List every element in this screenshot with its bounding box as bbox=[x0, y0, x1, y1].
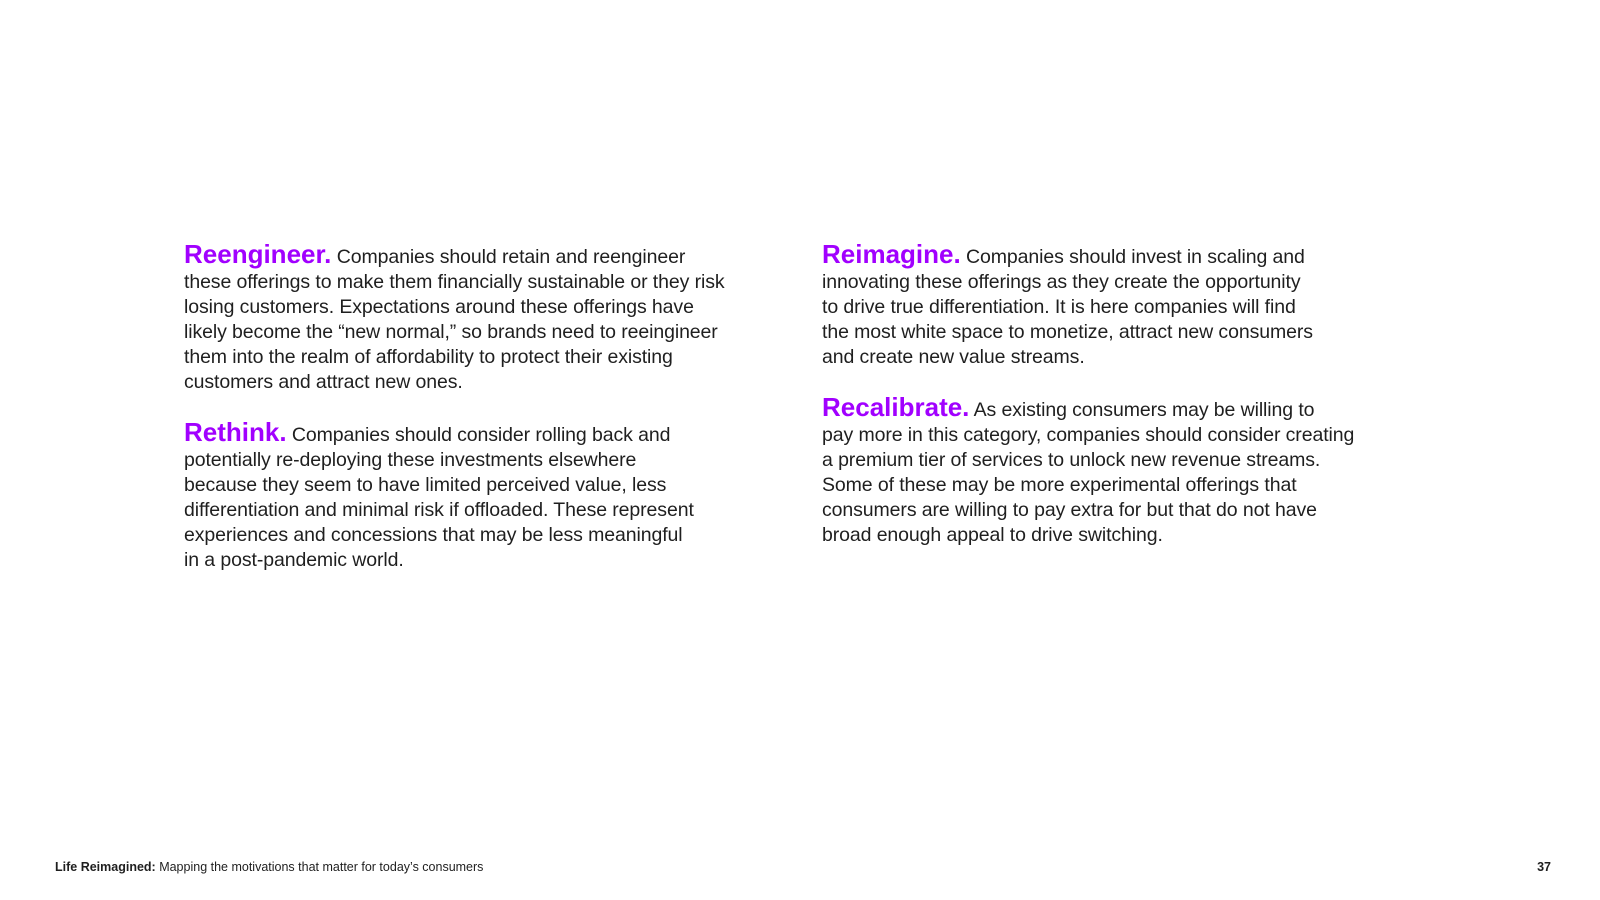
page-number: 37 bbox=[1537, 860, 1551, 874]
footer-caption bbox=[55, 860, 483, 874]
reimagine-heading: Reimagine. bbox=[822, 239, 961, 269]
reengineer-heading: Reengineer. bbox=[184, 239, 332, 269]
rethink-text: Companies should consider rolling back and potentially re-deploying these investments elsewhere because they seem to have limited perceived value, less differentiation and minimal risk if offloaded. These represent experiences and concessions that may be less meaningful in a post-pandemic world. bbox=[184, 424, 694, 571]
reengineer-text: Companies should retain and reengineer these offerings to make them financially sustainable or they risk losing customers. Expectations around these offerings have likely become the “new normal,” so brands need to reeingineer them into the realm of affordability to protect their existing customers and attract new ones. bbox=[184, 246, 725, 393]
recalibrate-heading: Recalibrate. bbox=[822, 392, 970, 422]
footer-brand: Life Reimagined: bbox=[55, 860, 156, 874]
footer-subtitle: Mapping the motivations that matter for today’s consumers bbox=[155, 860, 484, 874]
rethink-heading: Rethink. bbox=[184, 417, 287, 447]
reimagine-text: Companies should invest in scaling and innovating these offerings as they create the opportunity to drive true differentiation. It is here companies will find the most white space to monetize, attract new consumers and create new value streams. bbox=[822, 246, 1313, 368]
recalibrate-paragraph bbox=[822, 392, 1422, 548]
left-column bbox=[184, 239, 774, 598]
recalibrate-text: As existing consumers may be willing to pay more in this category, companies should consider creating a premium tier of services to unlock new revenue streams. Some of these may be more experimental offerings that consumers are willing to pay extra for but that do not have broad enough appeal to drive switching. bbox=[822, 399, 1355, 546]
rethink-paragraph bbox=[184, 417, 774, 573]
reengineer-paragraph bbox=[184, 239, 774, 395]
right-column bbox=[822, 239, 1422, 573]
reimagine-paragraph bbox=[822, 239, 1422, 370]
